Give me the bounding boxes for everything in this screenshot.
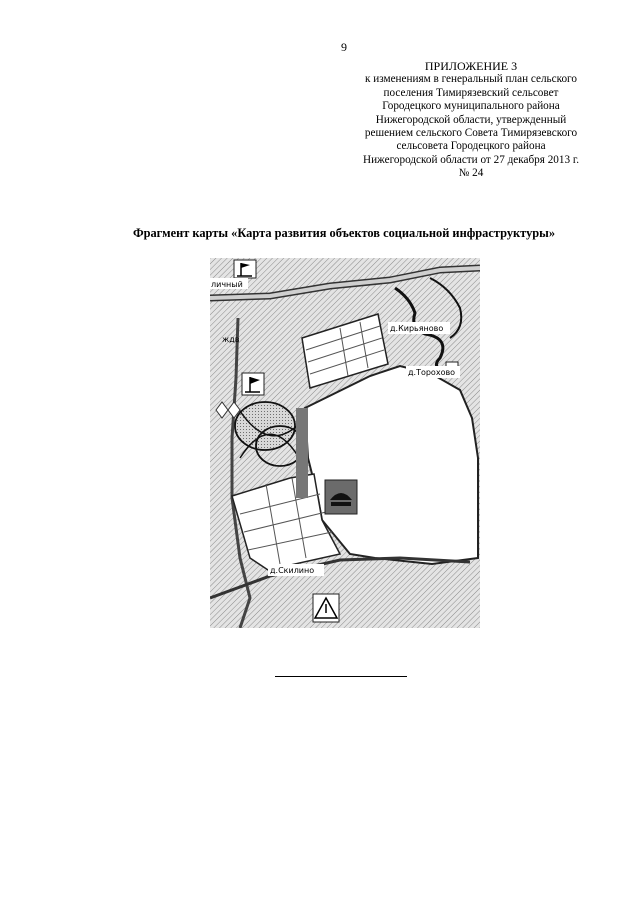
flag-icon <box>234 260 256 278</box>
building-symbol-icon <box>325 480 357 514</box>
label-mid-left: ждв <box>222 335 240 344</box>
label-skilino: д.Скилино <box>270 566 315 575</box>
appendix-block <box>340 60 602 181</box>
footer-rule <box>275 676 407 677</box>
appendix-title: ПРИЛОЖЕНИЕ 3 <box>424 59 518 73</box>
page-number: 9 <box>341 40 347 54</box>
appendix-line: Нижегородской области, утвержденный <box>375 113 567 126</box>
appendix-line: поселения Тимирязевский сельсовет <box>383 86 559 99</box>
map-fragment <box>210 258 480 628</box>
appendix-line: Городецкого муниципального района <box>382 100 560 113</box>
label-torokhovo: д.Торохово <box>408 368 456 377</box>
appendix-line: решением сельского Совета Тимирязевского <box>364 127 578 140</box>
appendix-line: № 24 <box>458 167 484 180</box>
document-title: Фрагмент карты «Карта развития объектов социальной инфраструктуры» <box>132 226 556 240</box>
label-top-left: личный <box>211 280 243 289</box>
forest-strip <box>296 408 308 498</box>
label-kiryanovo: д.Кирьяново <box>390 324 444 333</box>
warning-triangle-icon <box>313 594 339 622</box>
appendix-line: сельсовета Городецкого района <box>396 140 546 153</box>
appendix-line: Нижегородской области от 27 декабря 2013 г. <box>362 153 579 166</box>
appendix-line: к изменениям в генеральный план сельского <box>365 73 577 86</box>
flag-icon <box>242 373 264 395</box>
